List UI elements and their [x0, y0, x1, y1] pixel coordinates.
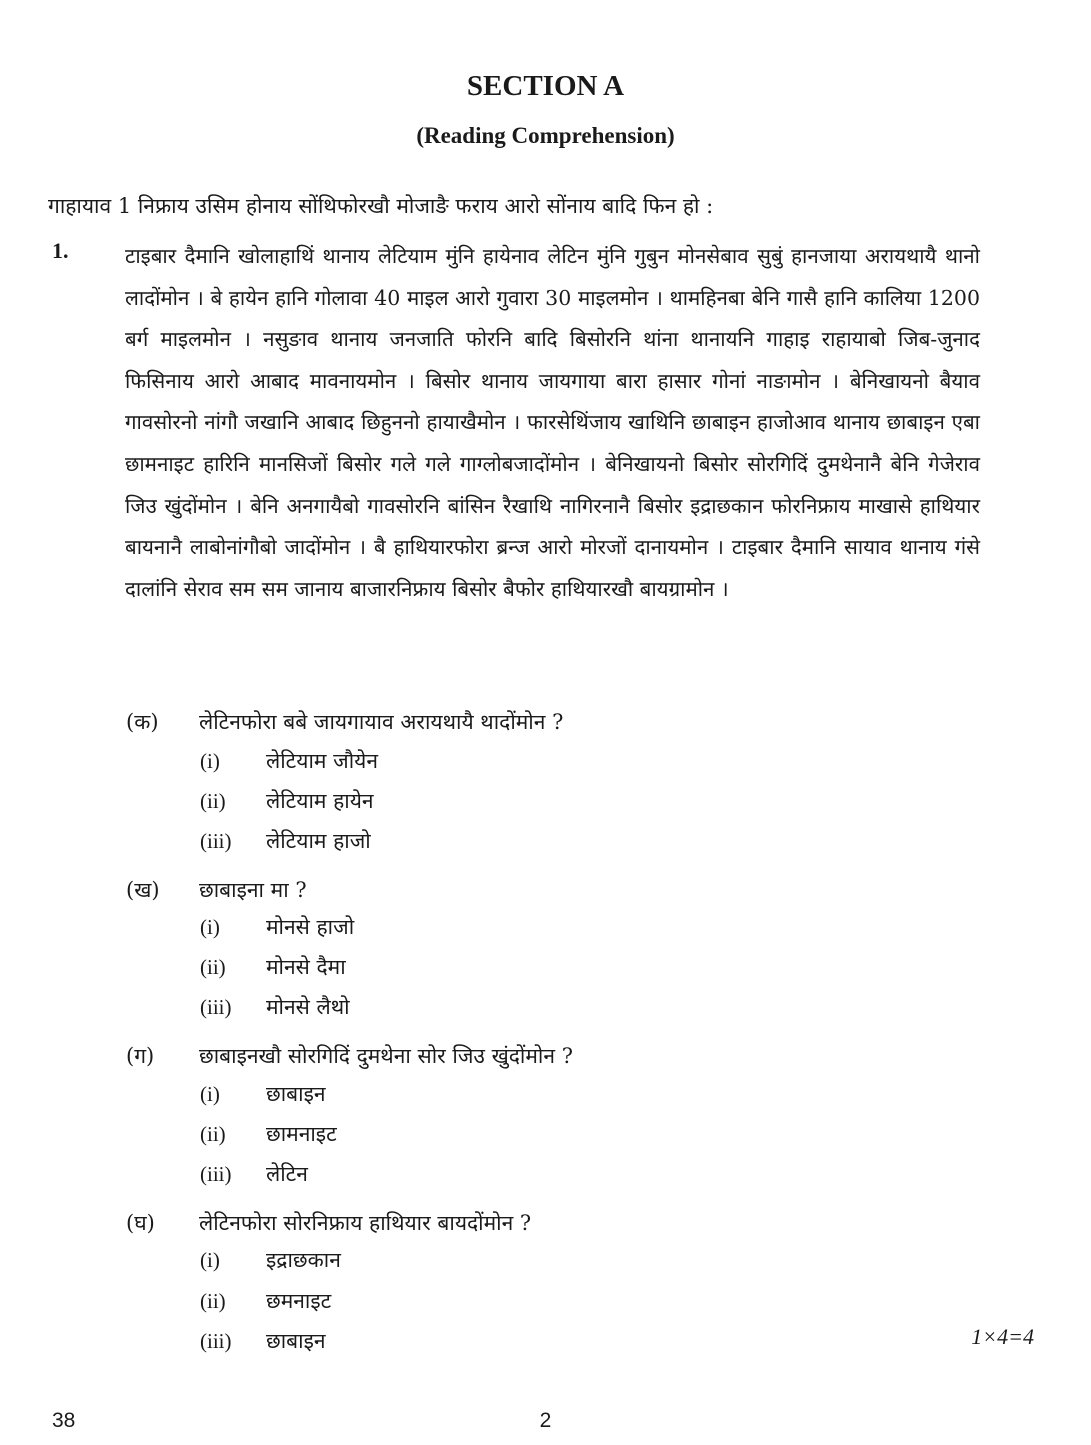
- option-text: छामनाइट: [266, 1122, 337, 1146]
- option-text: छाबाइन: [266, 1082, 326, 1106]
- option-label: (ii): [200, 1122, 226, 1146]
- option-text: लेटियाम हाजो: [266, 829, 371, 853]
- option-item: [0, 1158, 1091, 1190]
- subquestion-text: लेटिनफोरा सोरनिफ्राय हाथियार बायदोंमोन ?: [199, 1211, 532, 1235]
- option-item: [0, 825, 1091, 857]
- option-label: (iii): [200, 995, 232, 1019]
- subquestion-text: लेटिनफोरा बबे जायगायाव अरायथायै थादोंमोन ?: [199, 710, 564, 734]
- option-text: मोनसे लैथो: [266, 995, 350, 1019]
- option-item: [0, 1118, 1091, 1150]
- subquestion-text: छाबाइनखौ सोरगिदिं दुमथेना सोर जिउ खुंदोंमोन ?: [199, 1044, 573, 1068]
- option-label: (i): [200, 1082, 220, 1106]
- option-text: लेटियाम हायेन: [266, 789, 374, 813]
- option-label: (ii): [200, 1289, 226, 1313]
- option-text: इद्राछकान: [266, 1248, 341, 1272]
- option-label: (iii): [200, 1329, 232, 1353]
- option-item: [0, 911, 1091, 943]
- subquestion-label: (ग): [126, 1044, 155, 1068]
- subquestion-label: (क): [126, 710, 159, 734]
- option-label: (iii): [200, 1162, 232, 1186]
- option-label: (i): [200, 915, 220, 939]
- paper-code: 38: [52, 1409, 76, 1432]
- subquestion-label: (ख): [126, 878, 160, 902]
- question-number: 1.: [52, 238, 69, 263]
- option-text: छमनाइट: [266, 1289, 332, 1313]
- subquestion-label: (घ): [126, 1211, 155, 1235]
- option-item: [0, 1325, 1091, 1357]
- option-item: [0, 1244, 1091, 1276]
- section-title: SECTION A: [466, 70, 625, 102]
- option-item: [0, 991, 1091, 1023]
- option-text: छाबाइन: [266, 1329, 326, 1353]
- page-number: 2: [539, 1409, 552, 1432]
- option-label: (iii): [200, 829, 232, 853]
- option-label: (ii): [200, 955, 226, 979]
- option-item: [0, 1285, 1091, 1317]
- instruction-text: गाहायाव 1 निफ्राय उसिम होनाय सोंथिफोरखौ मोजाङै फराय आरो सोंनाय बादि फिन हो :: [48, 194, 714, 218]
- option-item: [0, 745, 1091, 777]
- option-item: [0, 951, 1091, 983]
- marks-allocation: 1×4=4: [971, 1324, 1034, 1349]
- option-text: लेटिन: [266, 1162, 308, 1186]
- option-item: [0, 785, 1091, 817]
- option-text: मोनसे दैमा: [266, 955, 346, 979]
- option-text: मोनसे हाजो: [266, 915, 355, 939]
- option-label: (ii): [200, 789, 226, 813]
- option-label: (i): [200, 749, 220, 773]
- subquestion-text: छाबाइना मा ?: [199, 878, 307, 902]
- section-subtitle: (Reading Comprehension): [416, 123, 675, 148]
- passage-text: टाइबार दैमानि खोलाहाथिं थानाय लेटियाम मुंनि हायेनाव लेटिन मुंनि गुबुन मोनसेबाव सुबुं हानजाया अरायथायै थानो लादोंमोन । बे हायेन हानि गोलावा 40 माइल आरो गुवारा 30 माइलमोन । थामहिनबा बेनि गासै हानि कालिया 1200 बर्ग माइलमोन । नसुङाव थानाय जनजाति फोरनि बादि बिसोरनि थांना थानायनि गाहाइ राहायाबो जिब-जुनाद फिसिनाय आरो आबाद मावनायमोन । बिसोर थानाय जायगाया बारा हासार गोनां नाङामोन । बेनिखायनो बैयाव गावसोरनो नांगौ जखानि आबाद छिहुननो हायाखैमोन । फारसेथिंजाय खाथिनि छाबाइन हाजोआव थानाय छाबाइन एबा छामनाइट हारिनि मानसिजों बिसोर गले गले गाग्लोबजादोंमोन । बेनिखायनो बिसोर सोरगिदिं दुमथेनानै बेनि गेजेराव जिउ खुंदोंमोन । बेनि अनगायैबो गावसोरनि बांसिन रैखाथि नागिरनानै बिसोर इद्राछकान फोरनिफ्राय माखासे हाथियार बायनानै लाबोनांगौबो जादोंमोन । बै हाथियारफोरा ब्रन्ज आरो मोरजों दानायमोन । टाइबार दैमानि सायाव थानाय गंसे दालांनि सेराव सम सम जानाय बाजारनिफ्राय बिसोर बैफोर हाथियारखौ बायग्रामोन ।: [125, 244, 980, 601]
- option-item: [0, 1078, 1091, 1110]
- option-label: (i): [200, 1248, 220, 1272]
- option-text: लेटियाम जौयेन: [266, 749, 378, 773]
